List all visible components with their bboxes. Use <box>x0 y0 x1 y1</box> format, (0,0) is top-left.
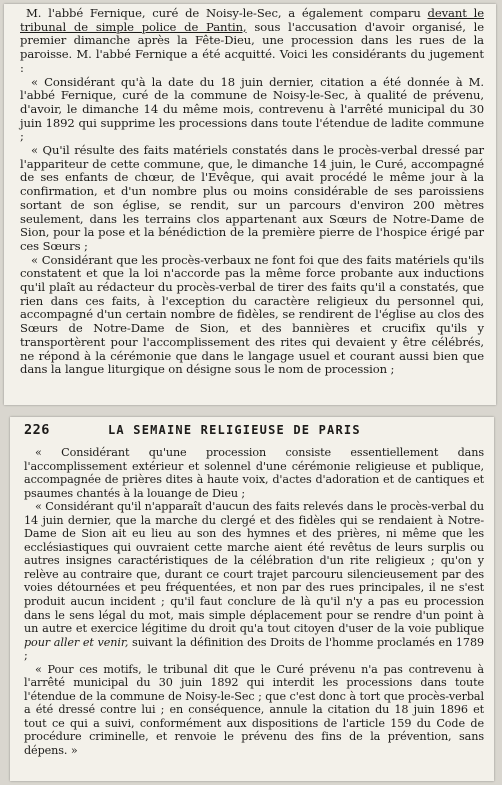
journal-title: LA SEMAINE RELIGIEUSE DE PARIS <box>108 423 361 437</box>
newspaper-clipping-bottom <box>10 417 494 781</box>
faits-materiels-paragraph: « Qu'il résulte des faits matériels constatés dans le procès-verbal dressé par l'appariteur de cette commune, que, le dimanche 14 juin, le Curé, accompagné de ses enfants de chœur, de l'Evêque, qui avait procédé le même jour à la confirmation, et d'un nombre plus ou moins considérable de ses paroissiens sortant de son église, se rendit, sur un parcours d'environ 200 mètres seulement, dans les terrains clos appartenant aux Sœurs de Notre-Dame de Sion, pour la pose et la bénédiction de la première pierre de l'hospice érigé par ces Sœurs ; <box>20 143 484 253</box>
running-header <box>24 422 484 438</box>
aucun-fait-end-text: suivant la définition des Droits de l'homme proclamés en 1789 ; <box>24 635 484 663</box>
proces-verbaux-paragraph: « Considérant que les procès-verbaux ne font foi que des faits matériels qu'ils constatent et que la loi n'accorde pas la même force probante aux inductions qu'il plaît au rédacteur du procès-verbal de tirer des faits qu'il a constatés, que rien dans ces faits, à l'exception du caractère religieux du personnel qui, accompagné d'un certain nombre de fidèles, se rendirent de l'église au clos des Sœurs de Notre-Dame de Sion, et des bannières et crucifix qu'ils y transportèrent pour l'accomplissement des rites qui devaient y être célébrés, ne répond à la cérémonie que dans le langage usuel et courant aussi bien que dans la langue liturgique on désigne sous le nom de procession ; <box>20 252 484 377</box>
intro-underlined-text: devant le tribunal de simple police de Pantin, <box>20 6 484 34</box>
intro-paragraph <box>20 7 484 76</box>
aucun-fait-text: « Considérant qu'il n'apparaît d'aucun des faits relevés dans le procès-verbal du 14 juin dernier, que la marche du clergé et des fidèles qui se rendaient à Notre-Dame de Sion ait eu lieu au son des hymnes et des prières, ni même que les ecclésiastiques qui ouvraient cette marche aient été revêtus de leurs surplis ou autres insignes caractéristiques de la célébration d'un rite religieux ; qu'on y relève au contraire que, durant ce court trajet parcouru silencieusement par des voies détournées et peu fréquentées, et non par des rues principales, il ne s'est produit aucun incident ; qu'il faut conclure de là qu'il n'y a pas eu procession dans le sens légal du mot, mais simple déplacement pour se rendre d'un point à un autre et exercice légitime du droit qu'a tout citoyen d'user de la voie publique <box>24 500 484 636</box>
aucun-fait-paragraph <box>24 500 484 663</box>
newspaper-clipping-top <box>4 4 496 405</box>
considerant-date-paragraph: « Considérant qu'à la date du 18 juin dernier, citation a été donnée à M. l'abbé Fernique, curé de la commune de Noisy-le-Sec, à qualité de prévenu, d'avoir, le dimanche 14 du même mois, contrevenu à l'arrêté municipal du 30 juin 1892 qui supprime les processions dans toute l'étendue de ladite commune ; <box>20 74 484 144</box>
procession-definition-paragraph: « Considérant qu'une procession consiste essentiellement dans l'accomplissement extérieur et solennel d'une cérémonie religieuse et publique, accompagnée de prières dites à haute voix, d'actes d'adoration et de cantiques et psaumes chantés à la louange de Dieu ; <box>24 446 484 500</box>
motifs-verdict-paragraph: « Pour ces motifs, le tribunal dit que le Curé prévenu n'a pas contrevenu à l'arrêté municipal du 30 juin 1892 qui interdit les processions dans toute l'étendue de la commune de Noisy-le-Sec ; que c'est donc à tort que procès-verbal a été dressé contre lui ; en conséquence, annule la citation du 18 juin 1896 et tout ce qui a suivi, conformément aux dispositions de l'article 159 du Code de procédure criminelle, et renvoie le prévenu des fins de la prévention, sans dépens. » <box>24 662 484 758</box>
page-number: 226 <box>24 422 50 438</box>
aller-venir-italic: pour aller et venir, <box>24 635 129 649</box>
intro-rest-text: sous l'accusation d'avoir organisé, le premier dimanche après la Fête-Dieu, une procession dans les rues de la paroisse. M. l'abbé Fernique a été acquitté. Voici les considérants du jugement : <box>20 19 484 75</box>
intro-text: M. l'abbé Fernique, curé de Noisy-le-Sec, a également comparu <box>26 6 428 20</box>
